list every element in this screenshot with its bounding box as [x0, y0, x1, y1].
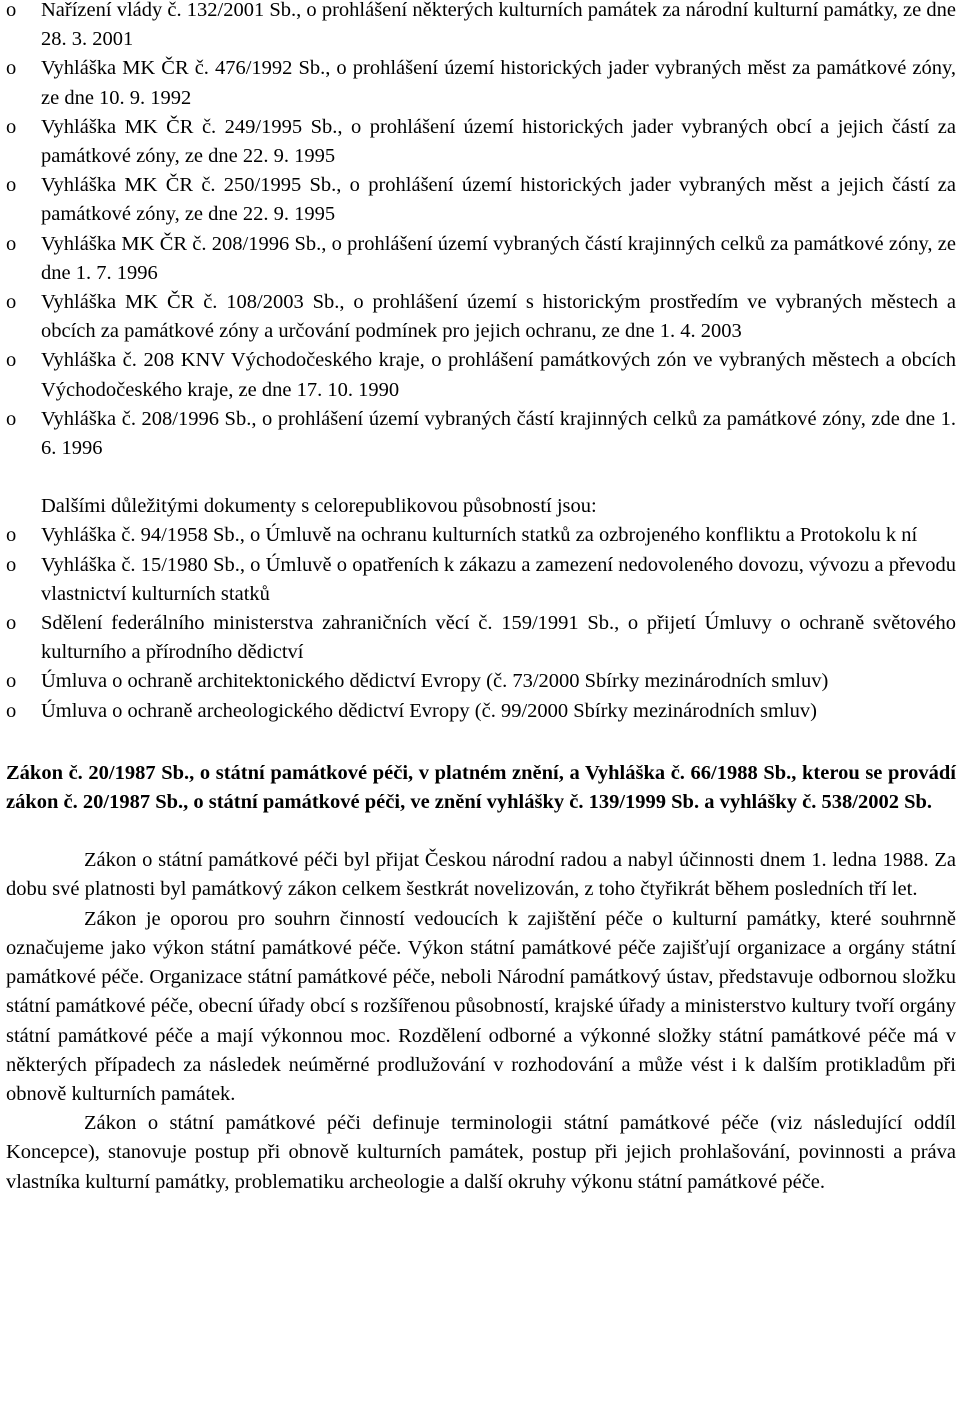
list-item: o Vyhláška č. 94/1958 Sb., o Úmluvě na ochranu kulturních statků za ozbrojeného konfliktu a Protokolu k ní — [6, 521, 956, 550]
list-item: o Vyhláška č. 208/1996 Sb., o prohlášení území vybraných částí krajinných celků za památkové zóny, zde dne 1. 6. 1996 — [6, 405, 956, 463]
list-item: o Úmluva o ochraně architektonického dědictví Evropy (č. 73/2000 Sbírky mezinárodních smluv) — [6, 667, 956, 696]
list-item: o Vyhláška MK ČR č. 250/1995 Sb., o prohlášení území historických jader vybraných měst a jejich částí za památkové zóny, ze dne 22. 9. 1995 — [6, 171, 956, 229]
paragraph: Zákon o státní památkové péči byl přijat Českou národní radou a nabyl účinnosti dnem 1. ledna 1988. Za dobu své platnosti byl památkový zákon celkem šestkrát novelizován, z toho čtyřikrát během posledních tří let. — [6, 849, 956, 901]
list-item: o Vyhláška MK ČR č. 208/1996 Sb., o prohlášení území vybraných částí krajinných celků za památkové zóny, ze dne 1. 7. 1996 — [6, 230, 956, 288]
list-item: o Nařízení vlády č. 132/2001 Sb., o prohlášení některých kulturních památek za národní kulturní památky, ze dne 28. 3. 2001 — [6, 0, 956, 54]
list-item: o Vyhláška MK ČR č. 476/1992 Sb., o prohlášení území historických jader vybraných měst za památkové zóny, ze dne 10. 9. 1992 — [6, 54, 956, 112]
paragraph: Zákon je oporou pro souhrn činností vedoucích k zajištění péče o kulturní památky, které souhrnně označujeme jako výkon státní památkové péče. Výkon státní památkové péče zajišťují organizace a orgány státní památkové péče. Organizace státní památkové péče, neboli Národní památkový ústav, představuje odbornou složku státní památkové péče, obecní úřady obcí s rozšířenou působností, krajské úřady a ministerstvo kultury tvoří orgány státní památkové péče a mají výkonnou moc. Rozdělení odborné a výkonné složky státní památkové péče má v některých případech za následek neúměrné prodlužování v rozhodování a může vést i k dalším protikladům při obnově kulturních památek. — [6, 907, 956, 1105]
list-item: o Sdělení federálního ministerstva zahraničních věcí č. 159/1991 Sb., o přijetí Úmluvy o ochraně světového kulturního a přírodního dědictví — [6, 609, 956, 667]
law-heading: Zákon č. 20/1987 Sb., o státní památkové péči, v platném znění, a Vyhláška č. 66/1988 Sb., kterou se provádí zákon č. 20/1987 Sb., o státní památkové péči, ve znění vyhlášky č. 139/1999 Sb. a vyhlášky č. 538/2002 Sb. — [6, 761, 956, 814]
other-documents-intro: Dalšími důležitými dokumenty s celorepublikovou působností jsou: — [41, 495, 597, 518]
other-documents-list — [6, 521, 956, 725]
regulations-list — [6, 0, 956, 463]
list-item: o Vyhláška č. 208 KNV Východočeského kraje, o prohlášení památkových zón ve vybraných městech a obcích Východočeského kraje, ze dne 17. 10. 1990 — [6, 346, 956, 404]
paragraph: Zákon o státní památkové péči definuje terminologii státní památkové péče (viz následující oddíl Koncepce), stanovuje postup při obnově kulturních památek, postup při jejich prohlašování, povinnosti a práva vlastníka kulturní památky, problematiku archeologie a další okruhy výkonu státní památkové péče. — [6, 1112, 956, 1193]
list-item: o Vyhláška č. 15/1980 Sb., o Úmluvě o opatřeních k zákazu a zamezení nedovoleného dovozu, vývozu a převodu vlastnictví kulturních statků — [6, 551, 956, 609]
list-item: o Vyhláška MK ČR č. 108/2003 Sb., o prohlášení území s historickým prostředím ve vybraných městech a obcích za památkové zóny a určování podmínek pro jejich ochranu, ze dne 1. 4. 2003 — [6, 288, 956, 346]
list-item: o Vyhláška MK ČR č. 249/1995 Sb., o prohlášení území historických jader vybraných obcí a jejich částí za památkové zóny, ze dne 22. 9. 1995 — [6, 113, 956, 171]
list-item: o Úmluva o ochraně archeologického dědictví Evropy (č. 99/2000 Sbírky mezinárodních smluv) — [6, 697, 956, 726]
